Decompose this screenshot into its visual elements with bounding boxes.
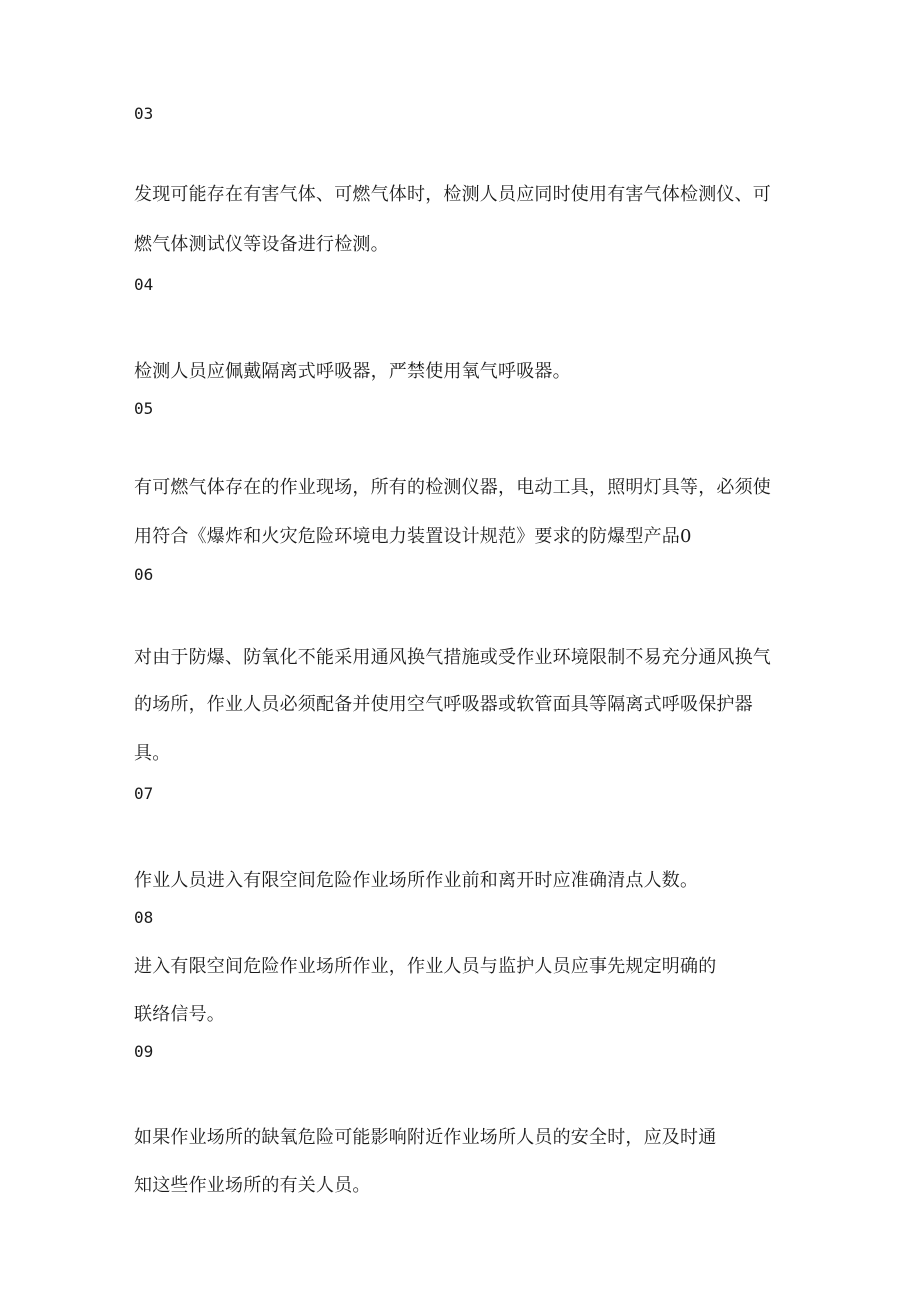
section-06-line-3: 具。 [134, 743, 171, 764]
section-number-09: 09 [134, 1042, 154, 1061]
section-03-line-2: 燃气体测试仪等设备进行检测。 [134, 234, 389, 255]
section-number-08: 08 [134, 908, 154, 927]
section-number-07: 07 [134, 784, 154, 803]
section-05-line-2: 用符合《爆炸和火灾危险环境电力装置设计规范》要求的防爆型产品0 [134, 526, 692, 547]
section-number-06: 06 [134, 565, 154, 584]
section-09-line-1: 如果作业场所的缺氧危险可能影响附近作业场所人员的安全时，应及时通 [134, 1127, 717, 1148]
section-number-03: 03 [134, 104, 154, 123]
section-09-line-2: 知这些作业场所的有关人员。 [134, 1175, 371, 1196]
section-number-05: 05 [134, 399, 154, 418]
section-04-line-1: 检测人员应佩戴隔离式呼吸器，严禁使用氧气呼吸器。 [134, 361, 571, 382]
section-08-line-2: 联络信号。 [134, 1004, 225, 1025]
section-number-04: 04 [134, 275, 154, 294]
section-08-line-1: 进入有限空间危险作业场所作业，作业人员与监护人员应事先规定明确的 [134, 956, 717, 977]
section-03-line-1: 发现可能存在有害气体、可燃气体时，检测人员应同时使用有害气体检测仪、可 [134, 184, 771, 205]
section-06-line-2: 的场所，作业人员必须配备并使用空气呼吸器或软管面具等隔离式呼吸保护器 [134, 694, 753, 715]
section-06-line-1: 对由于防爆、防氧化不能采用通风换气措施或受作业环境限制不易充分通风换气 [134, 647, 771, 668]
section-07-line-1: 作业人员进入有限空间危险作业场所作业前和离开时应准确清点人数。 [134, 870, 699, 891]
section-05-line-1: 有可燃气体存在的作业现场，所有的检测仪器，电动工具，照明灯具等，必须使 [134, 477, 771, 498]
